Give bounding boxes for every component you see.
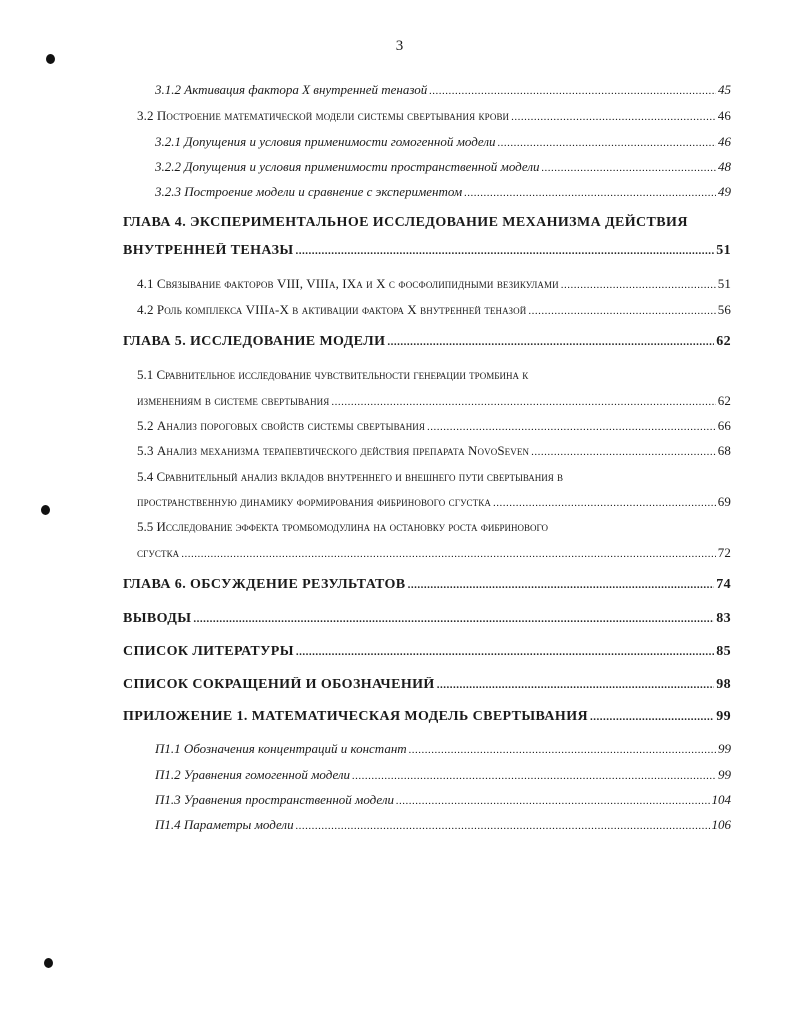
dot-leader	[396, 795, 709, 807]
toc-entry-page: 48	[718, 159, 731, 174]
dot-leader	[296, 820, 710, 832]
toc-entry-3-2-2[interactable]	[155, 159, 731, 175]
toc-entry-4-2[interactable]	[137, 302, 731, 318]
page-number: 3	[395, 38, 404, 54]
toc-entry-4-1[interactable]	[137, 276, 731, 292]
toc-entry-title: СПИСОК СОКРАЩЕНИЙ И ОБОЗНАЧЕНИЙ	[123, 677, 435, 692]
toc-entry-page: 49	[718, 184, 731, 199]
toc-entry-page: 74	[716, 577, 731, 592]
toc-entry-page: 83	[716, 611, 731, 626]
toc-entry-page: 66	[717, 418, 731, 433]
toc-entry-title: 3.1.2 Активация фактора X внутренней теназой	[155, 82, 428, 97]
toc-entry-5-4-line1[interactable]: 5.4 Сравнительный анализ вкладов внутреннего и внешнего пути свертывания в	[137, 469, 564, 484]
dot-leader	[590, 711, 714, 723]
toc-entry-title: ВЫВОДЫ	[123, 611, 192, 626]
toc-entry-title: 3.2.3 Построение модели и сравнение с экспериментом	[155, 184, 463, 199]
dot-leader	[427, 421, 716, 433]
dot-leader	[181, 548, 716, 560]
toc-entry-title: П1.3 Уравнения пространственной модели	[155, 792, 395, 807]
dot-leader	[528, 305, 715, 317]
dot-leader	[464, 187, 716, 199]
toc-entry-title: 4.2 Роль комплекса VIIIa-X в активации фактора X внутренней теназой	[137, 302, 527, 317]
toc-appendix-1[interactable]	[123, 709, 731, 725]
toc-entry-5-5-line1[interactable]: 5.5 Исследование эффекта тромбомодулина на остановку роста фибринового	[137, 519, 548, 534]
toc-entry-title: 5.3 Анализ механизма терапевтического действия препарата NovoSeven	[137, 443, 530, 458]
toc-entry-title: 4.1 Связывание факторов VIII, VIIIa, IXa и X с фосфолипидными везикулами	[137, 276, 559, 291]
toc-entry-page: 72	[717, 545, 731, 560]
dot-leader	[331, 396, 715, 408]
toc-entry-3-2[interactable]	[137, 108, 731, 124]
toc-entry-page: 99	[718, 741, 731, 756]
toc-entry-5-1-line1[interactable]: 5.1 Сравнительное исследование чувствительности генерации тромбина к	[137, 367, 529, 382]
toc-entry-5-1[interactable]	[137, 393, 731, 409]
toc-entry-5-3[interactable]	[137, 443, 731, 459]
toc-entry-title: изменениям в системе свертывания	[137, 393, 330, 408]
toc-entry-3-2-3[interactable]	[155, 184, 731, 200]
dot-leader	[531, 446, 716, 458]
toc-entry-title: 3.2.1 Допущения и условия применимости гомогенной модели	[155, 134, 496, 149]
dot-leader	[542, 162, 716, 174]
dot-leader	[561, 279, 716, 291]
toc-conclusions[interactable]	[123, 611, 731, 627]
toc-entry-page: 46	[717, 108, 731, 123]
toc-entry-page: 99	[718, 767, 731, 782]
dot-leader	[296, 245, 715, 257]
dot-leader	[437, 679, 714, 691]
dot-leader	[493, 497, 716, 509]
toc-entry-title: сгустка	[137, 545, 180, 560]
toc-entry-3-2-1[interactable]	[155, 134, 731, 150]
dot-leader	[511, 111, 716, 123]
dot-leader	[296, 646, 714, 658]
toc-entry-page: 51	[717, 276, 731, 291]
toc-entry-5-5[interactable]	[137, 545, 731, 561]
toc-entry-5-4[interactable]	[137, 494, 731, 510]
toc-entry-page: 46	[718, 134, 731, 149]
toc-entry-page: 104	[711, 792, 731, 807]
toc-entry-page: 62	[717, 393, 731, 408]
toc-references[interactable]	[123, 644, 731, 660]
toc-entry-title: 3.2.2 Допущения и условия применимости пространственной модели	[155, 159, 540, 174]
toc-entry-5-2[interactable]	[137, 418, 731, 434]
toc-entry-page: 99	[716, 709, 731, 724]
toc-entry-page: 62	[716, 334, 731, 349]
toc-chapter-6[interactable]	[123, 577, 731, 593]
dot-leader	[193, 613, 714, 625]
toc-abbreviations[interactable]	[123, 677, 731, 693]
toc-entry-title: ГЛАВА 5. ИССЛЕДОВАНИЕ МОДЕЛИ	[123, 334, 386, 349]
toc-entry-3-1-2[interactable]	[155, 82, 731, 98]
toc-chapter-5[interactable]	[123, 334, 731, 350]
toc-entry-title: СПИСОК ЛИТЕРАТУРЫ	[123, 644, 294, 659]
toc-entry-title: 3.2 Построение математической модели системы свертывания крови	[137, 108, 510, 123]
toc-entry-title: ПРИЛОЖЕНИЕ 1. МАТЕМАТИЧЕСКАЯ МОДЕЛЬ СВЕРТЫВАНИЯ	[123, 709, 589, 724]
toc-entry-page: 56	[717, 302, 731, 317]
toc-entry-p1-1[interactable]	[155, 741, 731, 757]
toc-entry-p1-3[interactable]	[155, 792, 731, 808]
toc-entry-page: 51	[716, 243, 731, 258]
toc-entry-page: 69	[717, 494, 731, 509]
toc-entry-page: 85	[716, 644, 731, 659]
toc-entry-title: ВНУТРЕННЕЙ ТЕНАЗЫ	[123, 243, 294, 258]
toc-entry-title: пространственную динамику формирования фибринового сгустка	[137, 494, 491, 509]
toc-entry-title: 5.2 Анализ пороговых свойств системы свертывания	[137, 418, 426, 433]
toc-entry-p1-2[interactable]	[155, 767, 731, 783]
toc-chapter-4-line1[interactable]: ГЛАВА 4. ЭКСПЕРИМЕНТАЛЬНОЕ ИССЛЕДОВАНИЕ МЕХАНИЗМА ДЕЙСТВИЯ	[123, 215, 688, 230]
dot-leader	[409, 744, 716, 756]
dot-leader	[408, 579, 715, 591]
toc-entry-page: 98	[716, 677, 731, 692]
toc-chapter-4[interactable]	[123, 243, 731, 259]
dot-leader	[429, 85, 716, 97]
dot-leader	[498, 137, 716, 149]
dot-leader	[352, 770, 716, 782]
toc-entry-page: 106	[711, 817, 731, 832]
toc-entry-title: ГЛАВА 6. ОБСУЖДЕНИЕ РЕЗУЛЬТАТОВ	[123, 577, 406, 592]
dot-leader	[387, 336, 714, 348]
toc-entry-page: 68	[717, 443, 731, 458]
toc-entry-page: 45	[718, 82, 731, 97]
toc-entry-title: П1.2 Уравнения гомогенной модели	[155, 767, 351, 782]
toc-entry-title: П1.1 Обозначения концентраций и констант	[155, 741, 407, 756]
toc-entry-p1-4[interactable]	[155, 817, 731, 833]
toc-entry-title: П1.4 Параметры модели	[155, 817, 294, 832]
